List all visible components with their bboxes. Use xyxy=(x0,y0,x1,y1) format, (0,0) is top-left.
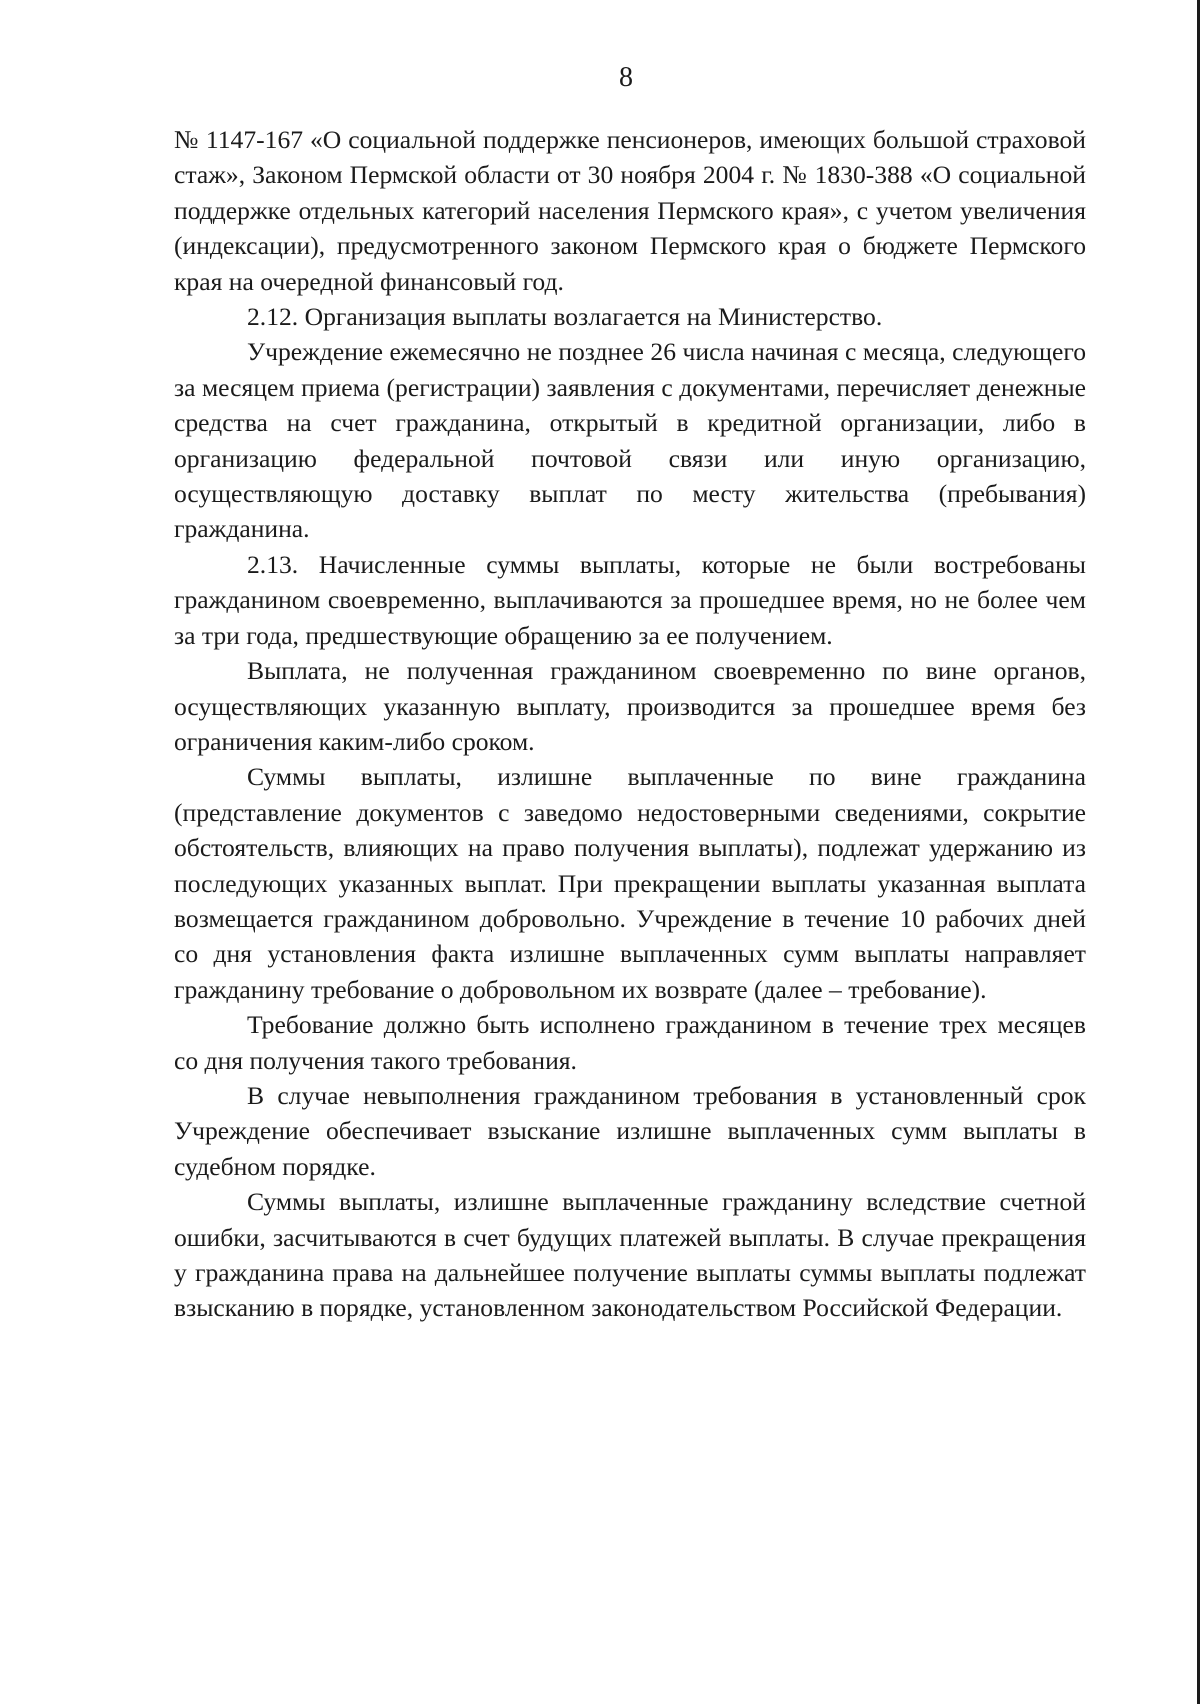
page-number: 8 xyxy=(619,62,633,93)
paragraph-2-13-counting-error: Суммы выплаты, излишне выплаченные гражданину вследствие счетной ошибки, засчитываются в счет будущих платежей выплаты. В случае прекращения у гражданина права на дальнейшее получение выплаты суммы выплаты подлежат взысканию в порядке, установленном законодательством Российской Федерации. xyxy=(174,1187,1086,1323)
paragraph-2-13-overpaid: Суммы выплаты, излишне выплаченные по вине гражданина (представление документов с заведомо недостоверными сведениями, сокрытие обстоятельств, влияющих на право получения выплаты), подлежат удержанию из последующих указанных выплат. При прекращении выплаты указанная выплата возмещается гражданином добровольно. Учреждение в течение 10 рабочих дней со дня установления факта излишне выплаченных сумм выплаты направляет гражданину требование о добровольном их возврате (далее – требование). xyxy=(174,762,1086,1004)
paragraph-2-13-agency-fault: Выплата, не полученная гражданином своевременно по вине органов, осуществляющих указанную выплату, производится за прошедшее время без ограничения каким-либо сроком. xyxy=(174,656,1086,756)
paragraph-2-12: 2.12. Организация выплаты возлагается на Министерство. xyxy=(247,302,883,332)
paragraph-2-13-court: В случае невыполнения гражданином требования в установленный срок Учреждение обеспечивает взыскание излишне выплаченных сумм выплаты в судебном порядке. xyxy=(174,1080,1086,1181)
paragraph-2-13-demand: Требование должно быть исполнено гражданином в течение трех месяцев со дня получения такого требования. xyxy=(174,1010,1086,1075)
paragraph-continuation: № 1147-167 «О социальной поддержке пенсионеров, имеющих большой страховой стаж», Законом Пермской области от 30 ноября 2004 г. № 1830-388 «О социальной поддержке отдельных категорий населения Пермского края», с учетом увеличения (индексации), предусмотренного законом Пермского края о бюджете Пермского края на очередной финансовый год. xyxy=(174,125,1086,296)
paragraph-2-12-transfer: Учреждение ежемесячно не позднее 26 числа начиная с месяца, следующего за месяцем приема (регистрации) заявления с документами, перечисляет денежные средства на счет гражданина, открытый в кредитной организации, либо в организацию федеральной почтовой связи или иную организацию, осуществляющую доставку выплат по месту жительства (пребывания) гражданина. xyxy=(174,337,1086,544)
document-body xyxy=(174,122,1086,1326)
paragraph-2-13: 2.13. Начисленные суммы выплаты, которые не были востребованы гражданином своевременно, выплачиваются за прошедшее время, но не более чем за три года, предшествующие обращению за ее получением. xyxy=(174,549,1086,650)
